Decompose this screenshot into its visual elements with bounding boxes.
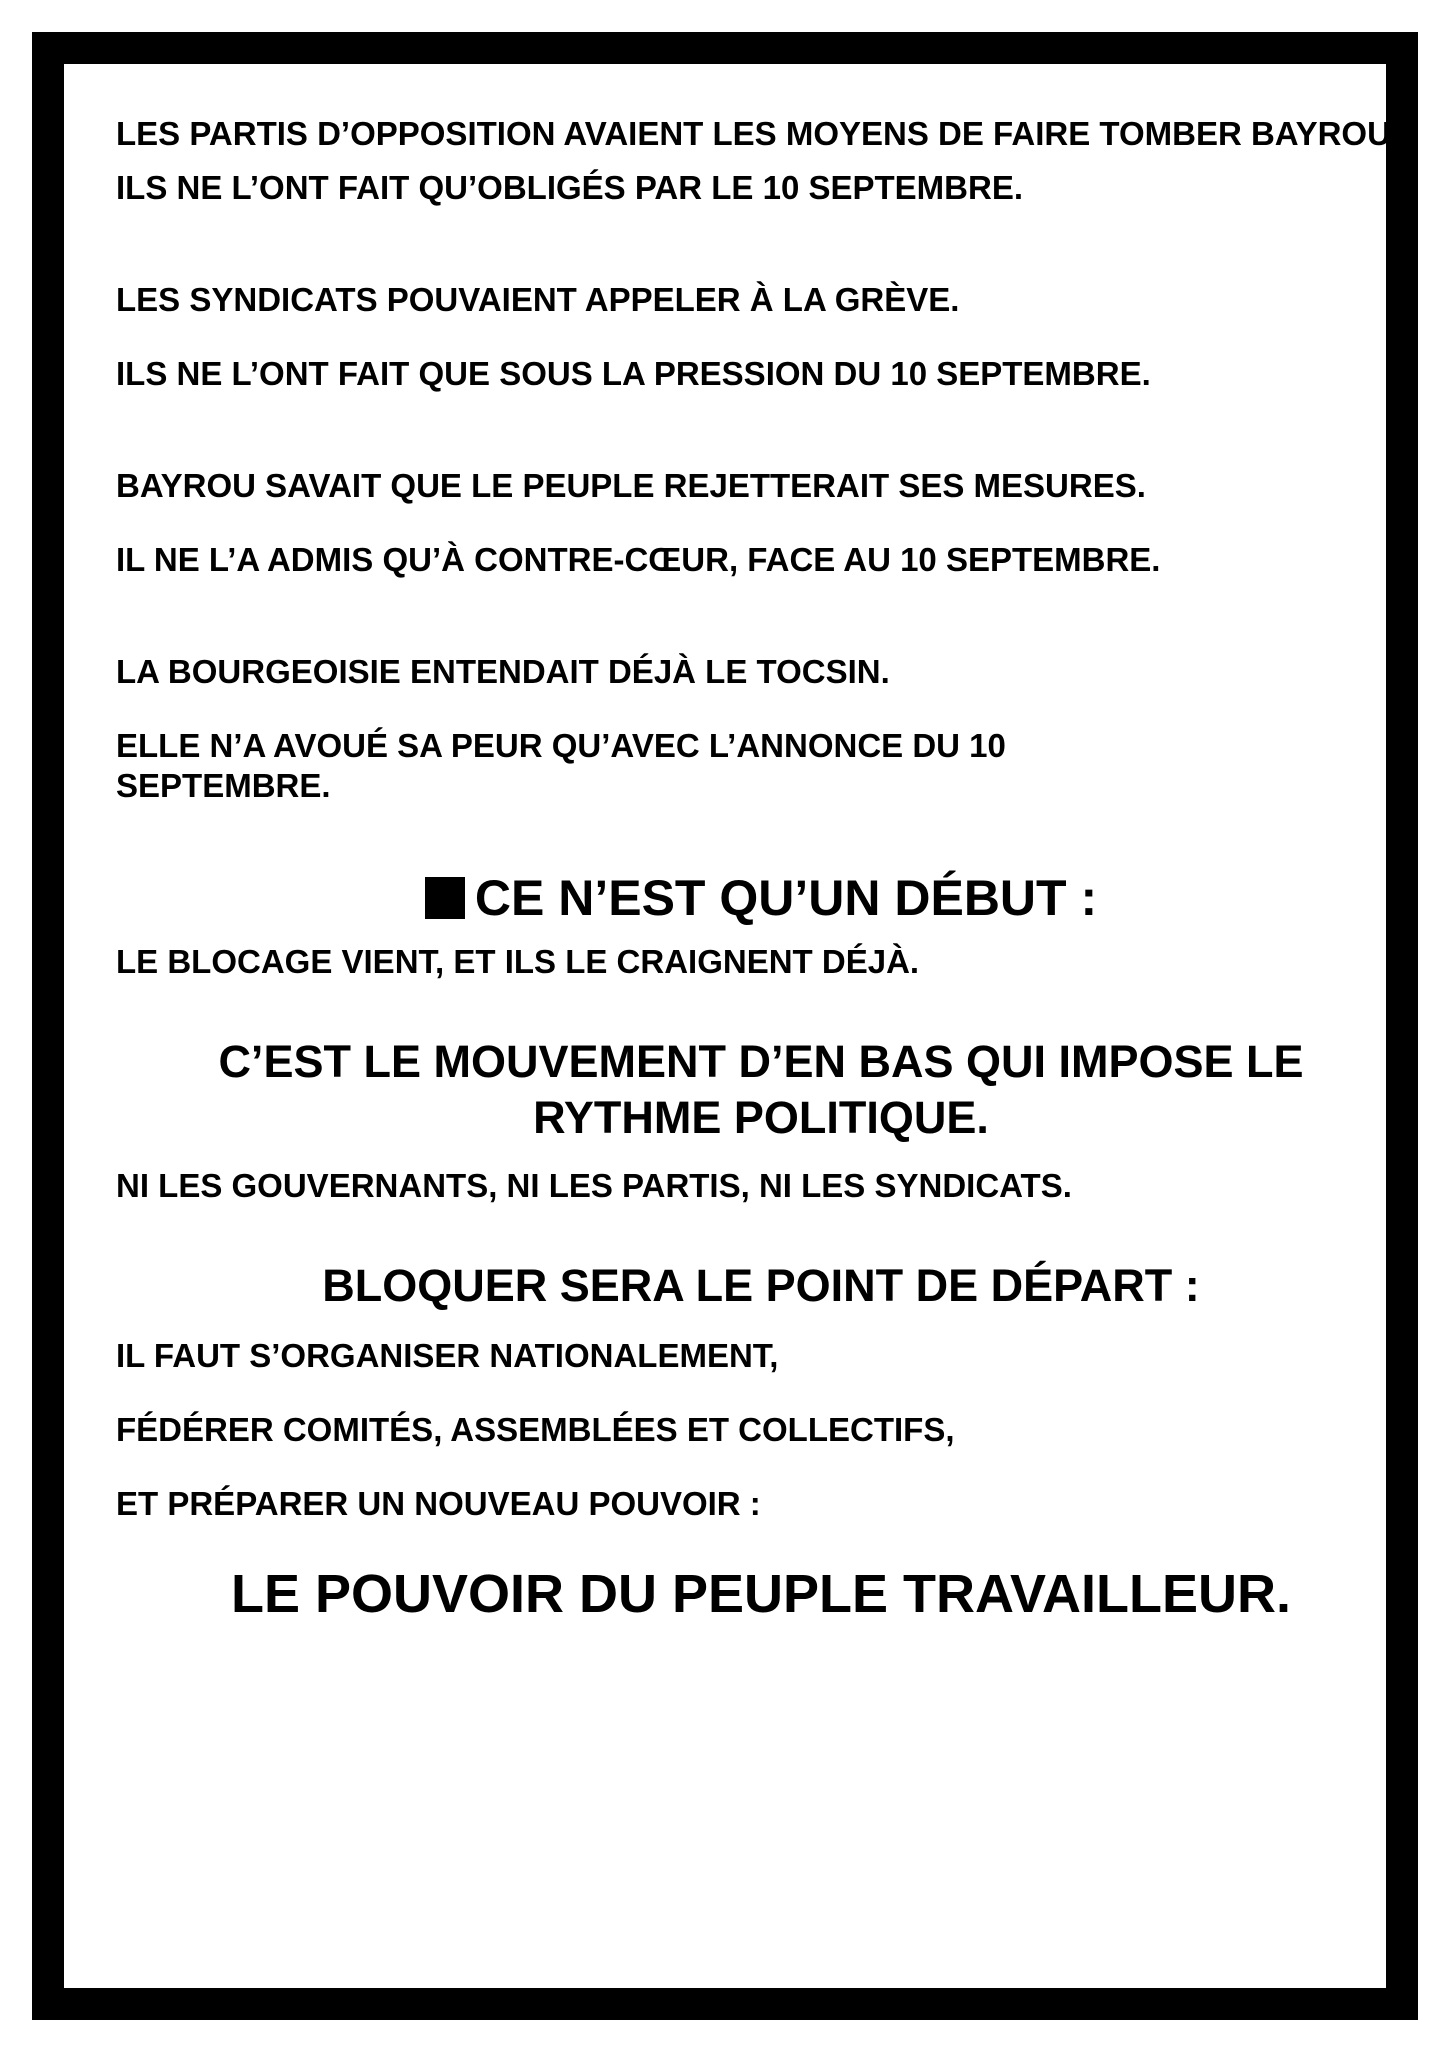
final-heading: LE POUVOIR DU PEUPLE TRAVAILLEUR. — [230, 1564, 1292, 1624]
section-bayrou — [116, 466, 1406, 580]
heading-debut-text: CE N’EST QU’UN DÉBUT : — [474, 870, 1098, 926]
section-syndicats — [116, 280, 1406, 394]
section-opposition — [116, 114, 1406, 208]
section-bourgeoisie — [116, 652, 1406, 806]
section-bourgeoisie-line1: LA BOURGEOISIE ENTENDAIT DÉJÀ LE TOCSIN. — [116, 653, 890, 690]
blocage-line: LE BLOCAGE VIENT, ET ILS LE CRAIGNENT DÉJÀ. — [116, 943, 920, 980]
section-opposition-line1: LES PARTIS D’OPPOSITION AVAIENT LES MOYENS DE FAIRE TOMBER BAYROU. — [116, 115, 1401, 152]
page-content — [116, 114, 1406, 1626]
black-square-icon — [425, 877, 465, 919]
section-bayrou-line1: BAYROU SAVAIT QUE LE PEUPLE REJETTERAIT SES MESURES. — [116, 467, 1146, 504]
heading-mouvement: C’EST LE MOUVEMENT D’EN BAS QUI IMPOSE LE RYTHME POLITIQUE. — [218, 1036, 1304, 1143]
section-opposition-line2: ILS NE L’ONT FAIT QU’OBLIGÉS PAR LE 10 SEPTEMBRE. — [116, 169, 1024, 206]
section-bourgeoisie-line2: ELLE N’A AVOUÉ SA PEUR QU’AVEC L’ANNONCE DU 10 SEPTEMBRE. — [116, 727, 1006, 804]
heading-debut — [116, 868, 1406, 928]
section-syndicats-line2: ILS NE L’ONT FAIT QUE SOUS LA PRESSION DU 10 SEPTEMBRE. — [116, 355, 1151, 392]
action-line-preparer: ET PRÉPARER UN NOUVEAU POUVOIR : — [116, 1485, 761, 1522]
heading-bloquer: BLOQUER SERA LE POINT DE DÉPART : — [322, 1260, 1200, 1311]
action-line-organiser: IL FAUT S’ORGANISER NATIONALEMENT, — [116, 1337, 779, 1374]
page-frame — [32, 32, 1418, 2020]
section-bayrou-line2: IL NE L’A ADMIS QU’À CONTRE-CŒUR, FACE AU 10 SEPTEMBRE. — [116, 541, 1161, 578]
action-line-federer: FÉDÉRER COMITÉS, ASSEMBLÉES ET COLLECTIFS, — [116, 1411, 955, 1448]
ni-line: NI LES GOUVERNANTS, NI LES PARTIS, NI LES SYNDICATS. — [116, 1167, 1072, 1204]
section-syndicats-line1: LES SYNDICATS POUVAIENT APPELER À LA GRÈVE. — [116, 281, 960, 318]
